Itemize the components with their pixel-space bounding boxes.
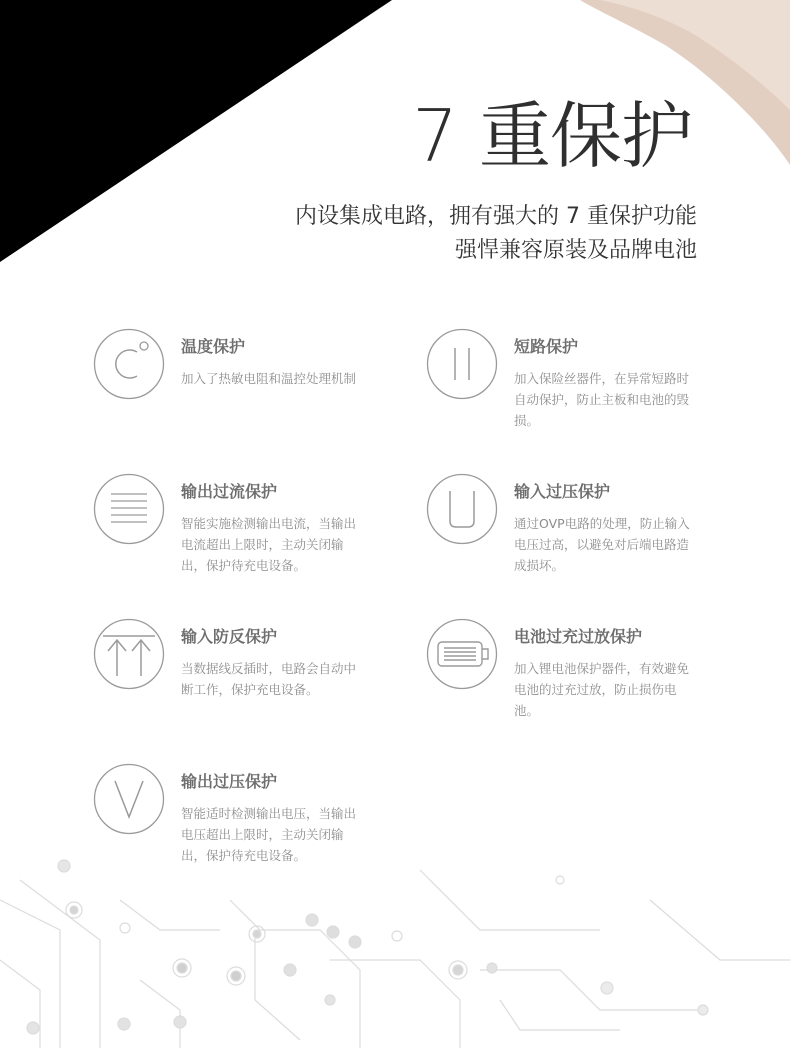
page-title: 7 重保护: [412, 94, 692, 178]
feature-desc: 智能适时检测输出电压，当输出电压超出上限时，主动关闭输出，保护待充电设备。: [181, 806, 357, 863]
feature-name: 输出过压保护: [181, 772, 278, 791]
feature-name: 输入防反保护: [181, 627, 278, 646]
feature-desc: 当数据线反插时，电路会自动中断工作，保护充电设备。: [181, 661, 357, 697]
feature-input-reverse-protection: [93, 618, 393, 758]
feature-name: 电池过充过放保护: [514, 627, 643, 646]
fuse-icon: [426, 328, 498, 400]
feature-name: 短路保护: [514, 337, 579, 356]
u-shape-icon: [426, 473, 498, 545]
feature-output-overcurrent-protection: [93, 473, 393, 613]
v-shape-icon: [93, 763, 165, 835]
feature-temperature-protection: [93, 328, 393, 468]
feature-short-circuit-protection: [426, 328, 726, 468]
feature-output-overvoltage-protection: [93, 763, 393, 903]
feature-name: 输出过流保护: [181, 482, 278, 501]
subtitle: [295, 200, 697, 268]
subtitle-line-1: 内设集成电路，拥有强大的 7 重保护功能: [295, 204, 697, 229]
subtitle-line-2: 强悍兼容原装及品牌电池: [454, 238, 697, 263]
feature-input-overvoltage-protection: [426, 473, 726, 613]
battery-icon: [426, 618, 498, 690]
feature-desc: 通过OVP电路的处理，防止输入电压过高，以避免对后端电路造成损坏。: [514, 516, 690, 573]
feature-desc: 加入保险丝器件，在异常短路时自动保护，防止主板和电池的毁损。: [514, 371, 690, 428]
feature-battery-protection: [426, 618, 726, 758]
feature-name: 温度保护: [181, 337, 246, 356]
thermometer-icon: [93, 328, 165, 400]
feature-desc: 智能实施检测输出电流，当输出电流超出上限时，主动关闭输出，保护待充电设备。: [181, 516, 357, 573]
feature-name: 输入过压保护: [514, 482, 611, 501]
feature-desc: 加入了热敏电阻和温控处理机制: [181, 371, 357, 386]
reverse-arrows-icon: [93, 618, 165, 690]
current-lines-icon: [93, 473, 165, 545]
feature-desc: 加入锂电池保护器件，有效避免电池的过充过放，防止损伤电池。: [514, 661, 690, 718]
